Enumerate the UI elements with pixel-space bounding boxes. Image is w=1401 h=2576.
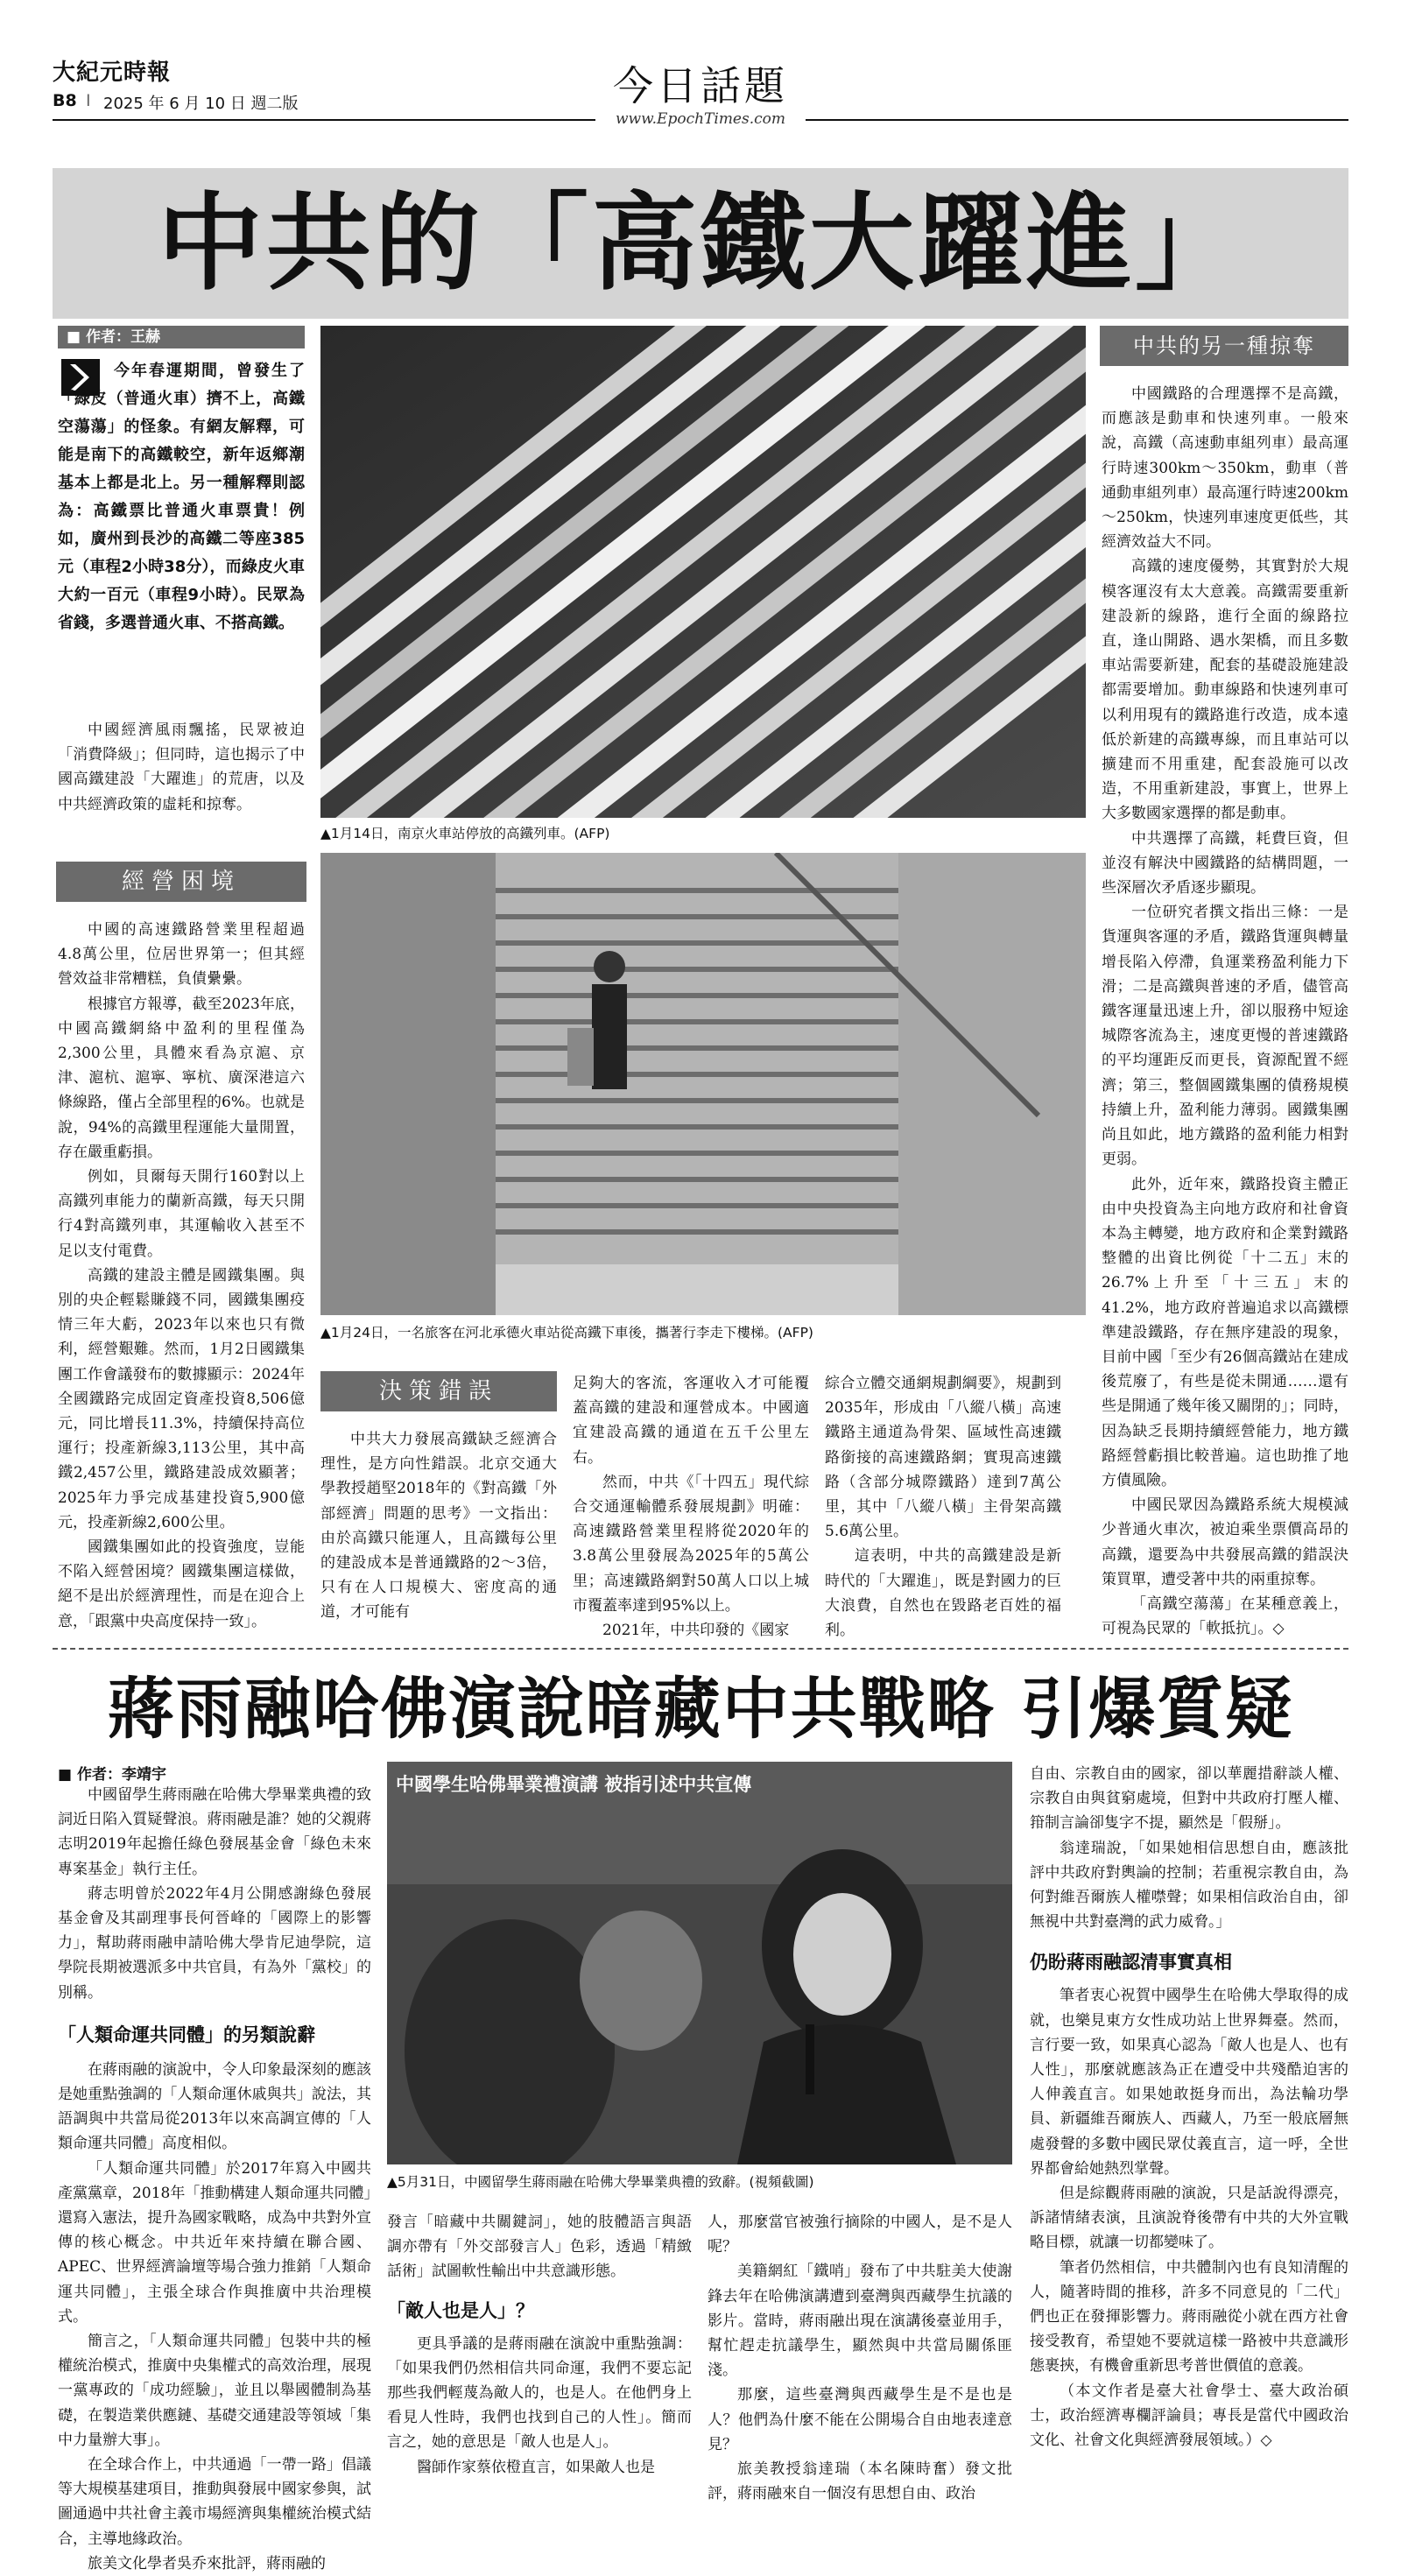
subhead-plunder: 中共的另一種掠奪: [1100, 326, 1348, 366]
article2-col4: 自由、宗教自由的國家，卻以華麗措辭談人權、宗教自由與貧窮處境，但對中共政府打壓人權、箝制言論卻隻字不提，顯然是「假掰」。 翁達瑞說，「如果她相信思想自由，應該批評中共政府對輿論的控制；若重視宗教自由，為何對維吾爾族人權噤聲；如果相信政治自由，卻無視中共對臺灣的武力威脅。」 仍盼蔣雨融認清事實真相 筆者衷心祝賀中國學生在哈佛大學取得的成就，也樂見東方女性成功站上世界舞臺。然而，言行要一致，如果真心認為「敵人也是人、也有人性」，那麼就應該為正在遭受中共殘酷迫害的人伸義直言。如果她敢挺身而出，為法輪功學員、新疆維吾爾族人、西藏人，乃至一般底層無處發聲的多數中國民眾仗義直言，這一呼，全世界都會給她熱烈掌聲。 但是綜觀蔣雨融的演說，只是話說得漂亮，訴諸情緒表演，且演說脊後帶有中共的大外宣戰略目標，就讓一切都變味了。 筆者仍然相信，中共體制內也有良知清醒的人，隨著時間的推移，許多不同意見的「二代」們也正在發揮影響力。蔣雨融從小就在西方社會接受教育，希望她不要就這樣一路被中共意識形態裹挾，有機會重新思考普世價值的意義。 （本文作者是臺大社會學士、臺大政治碩士，政治經濟專欄評論員；專長是當代中國政治文化、社會文化與經濟發展領域。）◇: [1030, 1765, 1348, 2450]
ops-para: 例如，貝爾每天開行160對以上高鐵列車能力的蘭新高鐵，每天只開行4對高鐵列車，其運輸收入甚至不足以支付電費。: [58, 1168, 305, 1260]
section-title: 今日話題: [613, 62, 788, 109]
photo-stairs: [320, 853, 1086, 1315]
lead-box: [58, 354, 305, 690]
page-number: B8: [53, 91, 77, 110]
issue-date: 2025 年 6 月 10 日 週二版: [103, 95, 299, 113]
article2-subhead-2: 「敵人也是人」？: [387, 2299, 534, 2321]
article2-subhead-3: 仍盼蔣雨融認清事實真相: [1030, 1952, 1232, 1974]
plunder-body: 中國鐵路的合理選擇不是高鐵，而應該是動車和快速列車。一般來說，高鐵（高速動車組列車）最高運行時速300km～350km，動車（普通動車組列車）最高運行時速200km～250km，快速列車速度更低些，其經濟效益大不同。 高鐵的速度優勢，其實對於大規模客運沒有太大意義。高鐵需要重新建設新的線路，進行全面的線路拉直，逢山開路、遇水架橋，而且多數車站需要新建，配套的基礎設施建設都需要增加。動車線路和快速列車可以利用現有的鐵路進行改造，成本遠低於新建的高鐵專線，而且車站可以擴建而不用重建，配套設施可以改造，不用重新建設，事實上，世界上大多數國家選擇的都是動車。 中共選擇了高鐵，耗費巨資，但並沒有解決中國鐵路的結構問題，一些深層次矛盾逐步顯現。 一位研究者撰文指出三條：一是貨運與客運的矛盾，鐵路貨運與轉量增長陷入停滯，負運業務盈利能力下滑；二是高鐵與普速的矛盾，儘管高鐵客運量迅速上升，卻以服務中短途城際客流為主，速度更慢的普速鐵路的平均運距反而更長，資源配置不經濟；第三，整個國鐵集團的債務規模持續上升，盈利能力薄弱。國鐵集團尚且如此，地方鐵路的盈利能力相對更弱。 此外，近年來，鐵路投資主體正由中央投資為主向地方政府和社會資本為主轉變，地方政府和企業對鐵路整體的出資比例從「十二五」末的26.7%上升至「十三五」末的41.2%，地方政府普遍追求以高鐵標準建設鐵路，存在無序建設的現象，目前中國「至少有26個高鐵站在建成後荒廢了，有些是從未開通……還有些是開通了幾年後又關閉的」；同時，因為缺乏長期持續經營能力，地方鐵路經營虧損比較普遍。這也助推了地方債風險。 中國民眾因為鐵路系統大規模減少普通火車次，被迫乘坐票價高昂的高鐵，還要為中共發展高鐵的錯誤決策買單，遭受著中共的兩重掠奪。 「高鐵空蕩蕩」在某種意義上，可視為民眾的「軟抵抗」。◇: [1102, 385, 1348, 1638]
separator: I: [86, 91, 91, 110]
photo3-caption: ▲5月31日，中國留學生蔣雨融在哈佛大學畢業典禮的致辭。(視頻截圖): [387, 2174, 814, 2190]
article1-intro: 中國經濟風雨飄搖，民眾被迫「消費降級」；但同時，這也揭示了中國高鐵建設「大躍進」的荒唐，以及中共經濟政策的虛耗和掠奪。: [58, 721, 305, 813]
article-divider: [53, 1648, 1348, 1650]
subhead-ops: 經營困境: [56, 862, 306, 902]
ops-para: 高鐵的建設主體是國鐵集團。與別的央企輕鬆賺錢不同，國鐵集團疫情三年大虧，2023年以來也只有微利，經營艱難。然而，1月2日國鐵集團工作會議發布的數據顯示：2024年全國鐵路完成固定資產投資8,506億元，同比增長11.3%，持續保持高位運行；投產新線3,113公里，其中高鐵2,457公里，鐵路建設成效顯著；2025年力爭完成基建投資5,900億元，投產新線2,600公里。: [58, 1266, 305, 1531]
article1-author: ■ 作者：王赫: [58, 326, 305, 348]
ops-para: 國鐵集團如此的投資強度，豈能不陷入經營困境？國鐵集團這樣做，絕不是出於經濟理性，而是在迎合上意，「跟黨中央高度保持一致」。: [58, 1538, 305, 1630]
article2-author: ■ 作者：李靖宇: [58, 1766, 166, 1784]
lead-text: 今年春運期間，曾發生了「綠皮（普通火車）擠不上，高鐵空蕩蕩」的怪象。有網友解釋，可能是南下的高鐵較空，新年返鄉潮基本上都是北上。另一種解釋則認為：高鐵票比普通火車票貴！例如，廣州到長沙的高鐵二等座385元（車程2小時38分），而綠皮火車大約一百元（車程9小時）。民眾為省錢，多選普通火車、不搭高鐵。: [58, 362, 305, 632]
article2-col2: 發言「暗藏中共關鍵詞」，她的肢體語言與語調亦帶有「外交部發言人」色彩，透過「精緻話術」試圖軟性輸出中共意識形態。 「敵人也是人」？ 更具爭議的是蔣雨融在演說中重點強調：「如果我們仍然相信共同命運，我們不要忘記那些我們輕蔑為敵人的，也是人。在他們身上看見人性時，我們也找到自己的人性」。簡而言之，她的意思是「敵人也是人」。 醫師作家蔡依橙直言，如果敵人也是: [387, 2214, 692, 2476]
article1-headline: 中共的「高鐵大躍進」: [158, 181, 1243, 305]
photo1-caption: ▲1月14日，南京火車站停放的高鐵列車。(AFP): [320, 826, 610, 841]
article2-col1: 中國留學生蔣雨融在哈佛大學畢業典禮的致詞近日陷入質疑聲浪。蔣雨融是誰？她的父親蔣志明2019年起擔任綠色發展基金會「綠色未來專案基金」執行主任。 蔣志明曾於2022年4月公開感謝綠色發展基金會及其副理事長何晉峰的「國際上的影響力」，幫助蔣雨融申請哈佛大學肯尼迪學院，這學院長期被選派多中共官員，有為外「黨校」的別稱。 「人類命運共同體」的另類說辭 在蔣雨融的演說中，令人印象最深刻的應該是她重點強調的「人類命運休戚與共」說法，其語調與中共當局從2013年以來高調宣傳的「人類命運共同體」高度相似。 「人類命運共同體」於2017年寫入中國共產黨黨章，2018年「推動構建人類命運共同體」還寫入憲法，提升為國家戰略，成為中共對外宣傳的核心概念。中共近年來持續在聯合國、APEC、世界經濟論壇等場合強力推銷「人類命運共同體」，主張全球合作與推廣中共治理模式。 簡言之，「人類命運共同體」包裝中共的極權統治模式，推廣中央集權式的高效治理，展現一黨專政的「成功經驗」，並且以舉國體制為基礎，在製造業供應鏈、基礎交通建設等領域「集中力量辦大事」。 在全球合作上，中共通過「一帶一路」倡議等大規模基建項目，推動與發展中國家參與，試圖通過中共社會主義市場經濟與集權統治模式結合，主導地緣政治。 旅美文化學者吳乔來批評，蔣雨融的: [58, 1786, 371, 2572]
article2-headline: 蔣雨融哈佛演說暗藏中共戰略 引爆質疑: [107, 1670, 1294, 1748]
ops-para: 根據官方報導，截至2023年底，中國高鐵網絡中盈利的里程僅為2,300公里，具體來看為京滬、京津、滬杭、滬寧、寧杭、廣深港這六條線路，僅占全部里程的6%。也就是說，94%的高鐵里程運能大量閒置，存在嚴重虧損。: [58, 995, 305, 1161]
photo2-caption: ▲1月24日，一名旅客在河北承德火車站從高鐵下車後，攜著行李走下樓梯。(AFP): [320, 1325, 813, 1341]
ops-para: 中國的高速鐵路營業里程超過4.8萬公里，位居世界第一；但其經營效益非常糟糕，負債纍纍。: [58, 921, 305, 989]
policy-col2: 足夠大的客流，客運收入才可能覆蓋高鐵的建設和運營成本。中國適宜建設高鐵的通道在五千公里左右。 然而，中共《「十四五」現代綜合交通運輸體系發展規劃》明確：高速鐵路營業里程將從2020年的3.8萬公里發展為2025年的5萬公里；高速鐵路網對50萬人口以上城市覆蓋率達到95%以上。 2021年，中共印發的《國家: [573, 1375, 809, 1640]
photo-speech: [387, 1762, 1012, 2164]
newspaper-logo: 大紀元時報: [53, 60, 172, 86]
site-url: www.EpochTimes.com: [616, 110, 785, 128]
article2-subhead-1: 「人類命運共同體」的另類說辭: [58, 2023, 315, 2045]
ops-body: [58, 918, 305, 1634]
article2-col3: 人，那麼當官被強行摘除的中國人，是不是人呢？ 美籍網紅「鐵哨」發布了中共駐美大使謝鋒去年在哈佛演講遭到臺灣與西藏學生抗議的影片。當時，蔣雨融出現在演講後臺並用手，幫忙趕走抗議學生，顯然與中共當局關係匪淺。 那麼，這些臺灣與西藏學生是不是也是人？他們為什麼不能在公開場合自由地表達意見？ 旅美教授翁達瑞（本名陳時奮）發文批評，蔣雨融來自一個沒有思想自由、政治: [708, 2214, 1012, 2503]
subhead-policy: 決策錯誤: [320, 1371, 557, 1411]
photo-trains: [320, 326, 1086, 818]
photo-overlay-title: 中國學生哈佛畢業禮演講 被指引述中共宣傳: [396, 1774, 752, 1795]
policy-col1: 中共大力發展高鐵缺乏經濟合理性，是方向性錯誤。北京交通大學教授趙堅2018年的《對高鐵「外部經濟」問題的思考》一文指出：由於高鐵只能運人，且高鐵每公里的建設成本是普通鐵路的2～3倍，只有在人口規模大、密度高的通道，才可能有: [320, 1431, 557, 1622]
policy-col3: 綜合立體交通網規劃綱要》，規劃到2035年，形成由「八縱八橫」高速鐵路主通道為骨架、區域性高速鐵路銜接的高速鐵路網；實現高速鐵路（含部分城際鐵路）達到7萬公里，其中「八縱八橫」主骨架高鐵5.6萬公里。 這表明，中共的高鐵建設是新時代的「大躍進」，既是對國力的巨大浪費，自然也在毀路老百姓的福利。: [825, 1375, 1061, 1640]
